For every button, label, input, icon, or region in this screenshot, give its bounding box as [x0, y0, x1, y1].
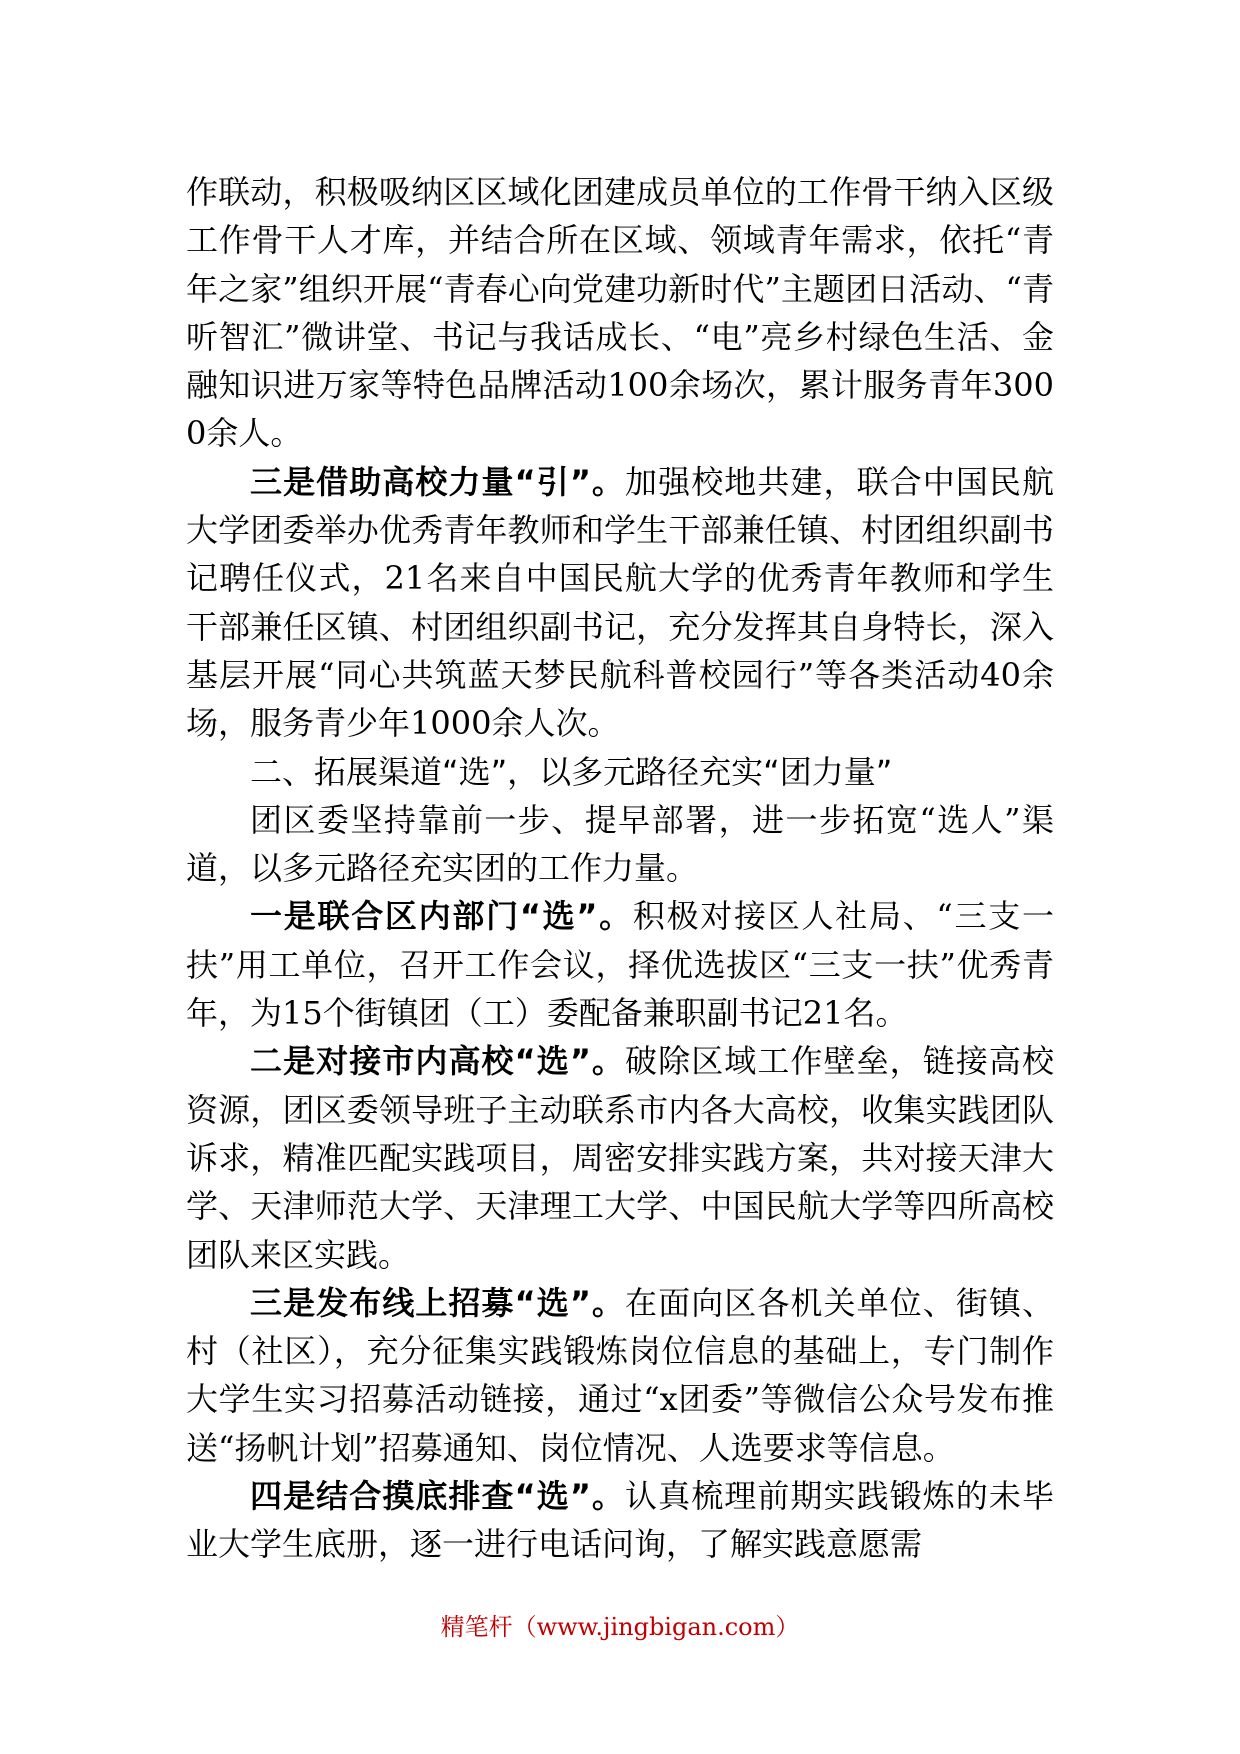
- section-heading-text: 二、拓展渠道“选”，以多元路径充实“团力量”: [250, 752, 893, 791]
- paragraph-text: 在面向区各机关单位、街镇、村（社区），充分征集实践锻炼岗位信息的基础上，专门制作大学生实习招募活动链接，通过“x团委”等微信公众号发布推送“扬帆计划”招募通知、岗位情况、人选要求等信息。: [186, 1283, 1054, 1467]
- paragraph-text: 积极对接区人社局、“三支一扶”用工单位，召开工作会议，择优选拔区“三支一扶”优秀青年，为15个街镇团（工）委配备兼职副书记21名。: [186, 897, 1054, 1033]
- paragraph-text: 认真梳理前期实践锻炼的未毕业大学生底册，逐一进行电话问询，了解实践意愿需: [186, 1477, 1054, 1564]
- paragraph-lead: 四是结合摸底排查“选”。: [250, 1477, 626, 1516]
- paragraph-lead: 一是联合区内部门“选”。: [250, 897, 633, 936]
- paragraph-point-four: [186, 1472, 1054, 1569]
- page-footer: [0, 1612, 1240, 1642]
- document-body: [186, 168, 1054, 1569]
- footer-watermark-text: 精笔杆（www.jingbigan.com）: [440, 1613, 800, 1641]
- paragraph-text: 加强校地共建，联合中国民航大学团委举办优秀青年教师和学生干部兼任镇、村团组织副书记聘任仪式，21名来自中国民航大学的优秀青年教师和学生干部兼任区镇、村团组织副书记，充分发挥其自身特长，深入基层开展“同心共筑蓝天梦民航科普校园行”等各类活动40余场，服务青少年1000余人次。: [186, 462, 1054, 743]
- paragraph-point-one: [186, 892, 1054, 1037]
- paragraph-point-three: [186, 1279, 1054, 1472]
- paragraph-lead: 三是发布线上招募“选”。: [250, 1283, 626, 1322]
- paragraph-lead: 三是借助高校力量“引”。: [250, 462, 626, 501]
- section-heading: [186, 748, 1054, 796]
- paragraph-point-two: [186, 1037, 1054, 1278]
- paragraph-text: 破除区域工作壁垒，链接高校资源，团区委领导班子主动联系市内各大高校，收集实践团队诉求，精准匹配实践项目，周密安排实践方案，共对接天津大学、天津师范大学、天津理工大学、中国民航大学等四所高校团队来区实践。: [186, 1042, 1054, 1274]
- paragraph-lead: 二是对接市内高校“选”。: [250, 1042, 626, 1081]
- paragraph-section-intro: [186, 796, 1054, 893]
- paragraph-text: 团区委坚持靠前一步、提早部署，进一步拓宽“选人”渠道，以多元路径充实团的工作力量。: [186, 800, 1054, 888]
- paragraph-text: 作联动，积极吸纳区区域化团建成员单位的工作骨干纳入区级工作骨干人才库，并结合所在区域、领域青年需求，依托“青年之家”组织开展“青春心向党建功新时代”主题团日活动、“青听智汇”微讲堂、书记与我话成长、“电”亮乡村绿色生活、金融知识进万家等特色品牌活动100余场次，累计服务青年3000余人。: [186, 173, 1054, 453]
- paragraph-continuation: [186, 168, 1054, 458]
- paragraph-point-three-universities: [186, 458, 1054, 748]
